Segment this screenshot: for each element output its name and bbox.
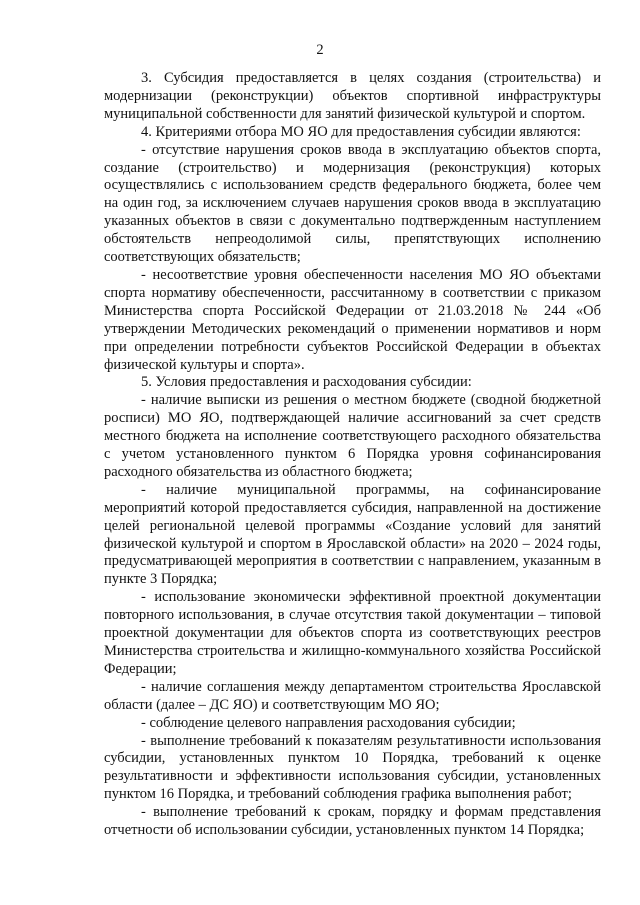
paragraph-4-criteria-heading: 4. Критериями отбора МО ЯО для предоставления субсидии являются: xyxy=(141,123,581,140)
condition-item-target-use: - соблюдение целевого направления расходования субсидии; xyxy=(141,714,516,731)
condition-item-design-docs: - использование экономически эффективной проектной документации повторного использования, в случае отсутствия такой документации – типовой проектной документации для объектов спорта из соответствующих реестров Министерства строительства и жилищно-коммунального хозяйства Российской Федерации; xyxy=(104,589,601,677)
page-number: 2 xyxy=(316,42,324,58)
paragraph-3-purpose: 3. Субсидия предоставляется в целях создания (строительства) и модернизации (реконструкции) объектов спортивной инфраструктуры муниципальной собственности для занятий физической культурой и спортом. xyxy=(104,70,601,122)
document-body xyxy=(104,70,601,840)
condition-item-municipal-program: - наличие муниципальной программы, на софинансирование мероприятий которой предоставляется субсидия, направленной на достижение целей региональной целевой программы «Создание условий для занятий физической культурой и спортом в Ярославской области» на 2020 – 2024 годы, предусматривающей мероприятия в соответствии с направлением, указанным в пункте 3 Порядка; xyxy=(104,481,601,588)
condition-item-budget-extract: - наличие выписки из решения о местном бюджете (сводной бюджетной росписи) МО ЯО, подтверждающей наличие ассигнований за счет средств местного бюджета на исполнение соответствующего расходного обязательства с учетом установленного пунктом 6 Порядка уровня софинансирования расходного обязательства из областного бюджета; xyxy=(104,392,601,480)
condition-item-performance: - выполнение требований к показателям результативности использования субсидии, установленных пунктом 10 Порядка, требований к оценке результативности и эффективности использования субсидии, установленных пунктом 16 Порядка, и требований соблюдения графика выполнения работ; xyxy=(104,732,601,803)
condition-item-reporting: - выполнение требований к срокам, порядку и формам представления отчетности об использовании субсидии, установленных пунктом 14 Порядка; xyxy=(104,804,601,839)
criteria-item-sufficiency: - несоответствие уровня обеспеченности населения МО ЯО объектами спорта нормативу обеспеченности, рассчитанному в соответствии с приказом Министерства спорта Российской Федерации от 21.03.2018 № 244 «Об утверждении Методических рекомендаций о применении нормативов и норм при определении потребности субъектов Российской Федерации в объектах физической культуры и спорта». xyxy=(104,266,601,373)
condition-item-agreement: - наличие соглашения между департаментом строительства Ярославской области (далее – ДС ЯО) и соответствующим МО ЯО; xyxy=(104,678,601,713)
criteria-item-deadlines: - отсутствие нарушения сроков ввода в эксплуатацию объектов спорта, создание (строительство) и модернизация (реконструкция) которых осуществлялись с использованием средств федерального бюджета, более чем на один год, за исключением случаев нарушения сроков ввода в эксплуатацию указанных объектов в связи с документально подтвержденным наступлением обстоятельств непреодолимой силы, препятствующих исполнению соответствующих обязательств; xyxy=(104,141,601,266)
paragraph-5-conditions-heading: 5. Условия предоставления и расходования субсидии: xyxy=(141,374,472,391)
